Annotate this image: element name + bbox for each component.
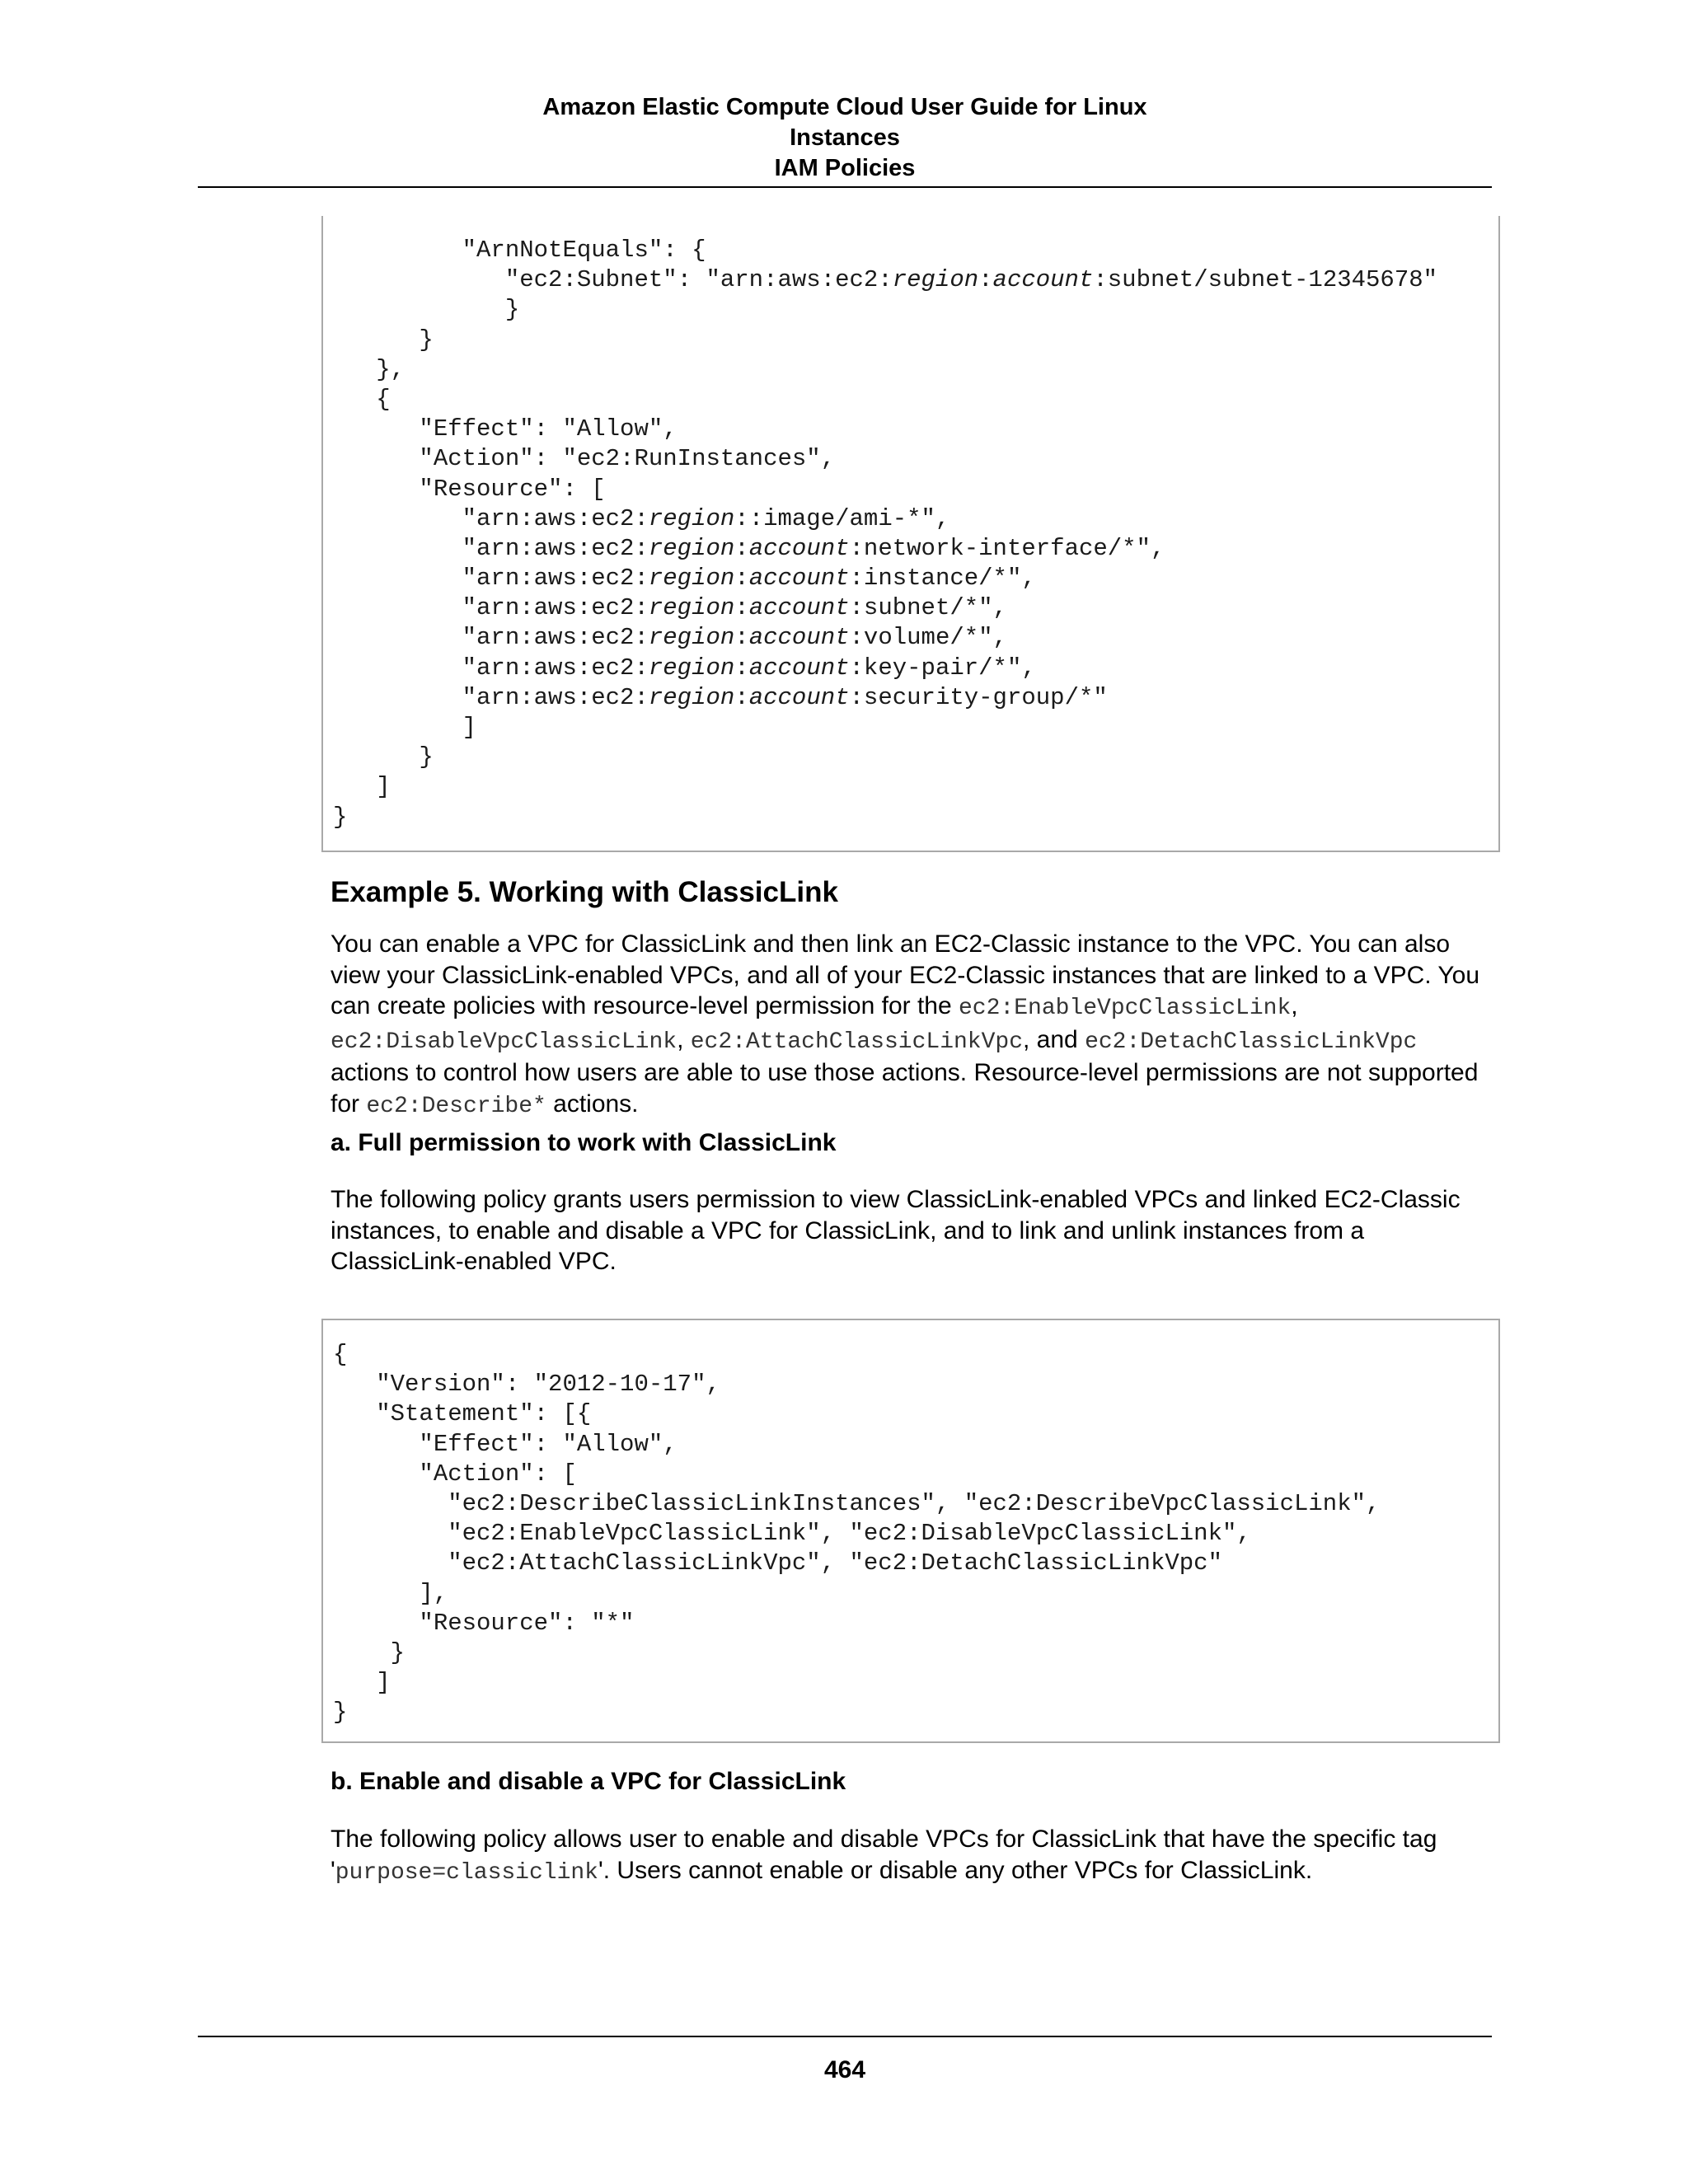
header-doc-title: Amazon Elastic Compute Cloud User Guide for Linux [542,94,1147,120]
footer-rule [198,2036,1492,2037]
section-b-heading: b. Enable and disable a VPC for ClassicLink [331,1768,846,1795]
code-line: "ec2:AttachClassicLinkVpc", "ec2:DetachClassicLinkVpc" [333,1549,1222,1577]
example-5-heading: Example 5. Working with ClassicLink [331,876,838,908]
code-line: ] [333,1669,391,1697]
code-line: "Statement": [{ [333,1400,592,1428]
code-block-classiclink-full [321,1319,1500,1743]
code-line: { [333,385,391,413]
section-b-paragraph: The following policy allows user to enable and disable VPCs for ClassicLink that have the specific tag 'purpose=classiclink'. Users cannot enable or disable any other VPCs for ClassicLink. [331,1825,1437,1886]
code-line-resource: "arn:aws:ec2:region:account:volume/*", [333,624,1007,652]
code-line-resource: "arn:aws:ec2:region:account:key-pair/*", [333,654,1036,682]
header-section: Instances [790,124,900,151]
code-line: "Version": "2012-10-17", [333,1371,720,1399]
code-line: ] [333,714,477,741]
code-line-resource: "arn:aws:ec2:region:account:security-group/*" [333,683,1108,711]
header-rule [198,186,1492,188]
inline-code: ec2:DetachClassicLinkVpc [1085,1029,1418,1055]
inline-code: purpose=classiclink [335,1859,598,1886]
code-line: "Action": "ec2:RunInstances", [333,445,836,473]
code-line: { [333,1341,348,1368]
inline-code: ec2:AttachClassicLinkVpc [690,1029,1024,1055]
page-header [198,92,1492,184]
code-line: } [333,296,520,324]
code-line: "Resource": "*" [333,1609,635,1637]
code-line-resource: "arn:aws:ec2:region:account:subnet/*", [333,594,1007,622]
inline-code: ec2:EnableVpcClassicLink [959,996,1292,1021]
page-number: 464 [823,2056,866,2083]
code-line: "ArnNotEquals": { [333,237,706,264]
code-line: "Resource": [ [333,475,606,503]
code-line-resource: "arn:aws:ec2:region:account:instance/*", [333,565,1036,593]
code-line-resource: "arn:aws:ec2:region:account:network-interface/*", [333,534,1165,562]
code-line: "ec2:EnableVpcClassicLink", "ec2:DisableVpcClassicLink", [333,1520,1251,1548]
code-line: } [333,803,348,831]
header-subsection: IAM Policies [774,155,916,181]
section-a-paragraph: The following policy grants users permission to view ClassicLink-enabled VPCs and linked EC2-Classic instances, to enable and disable a VPC for ClassicLink, and to link and unlink instances from a ClassicLink-enabled VPC. [331,1186,1461,1275]
inline-code: ec2:DisableVpcClassicLink [331,1029,678,1055]
code-line: } [333,326,434,354]
code-line: } [333,1638,406,1666]
code-line: "ec2:DescribeClassicLinkInstances", "ec2:DescribeVpcClassicLink", [333,1489,1381,1517]
inline-code: ec2:Describe* [366,1093,546,1119]
code-line: "Action": [ [333,1460,577,1488]
code-line: } [333,743,434,771]
code-line: "ec2:Subnet": "arn:aws:ec2:region:account:subnet/subnet-12345678" [333,266,1438,294]
code-block-policy-continued [321,216,1500,852]
code-line: } [333,1699,348,1727]
code-line: "Effect": "Allow", [333,1430,678,1458]
code-line: "Effect": "Allow", [333,415,678,443]
code-line: ] [333,773,391,801]
code-line-resource: "arn:aws:ec2:region::image/ami-*", [333,504,950,532]
section-a-heading: a. Full permission to work with ClassicLink [331,1129,837,1156]
code-line: }, [333,355,406,383]
example-5-paragraph: You can enable a VPC for ClassicLink and then link an EC2-Classic instance to the VPC. You can also view your ClassicLink-enabled VPCs, and all of your EC2-Classic instances that are linked to a VPC. You can create policies with resource-level permission for the ec2:EnableVpcClassicLink, ec2:DisableVpcClassicLink, ec2:AttachClassicLinkVpc, and ec2:DetachClassicLinkVpc actions to control how users are able to use those actions. Resource-level permissions are not supported for ec2:Describe* actions. [331,930,1480,1119]
code-line: ], [333,1579,448,1607]
